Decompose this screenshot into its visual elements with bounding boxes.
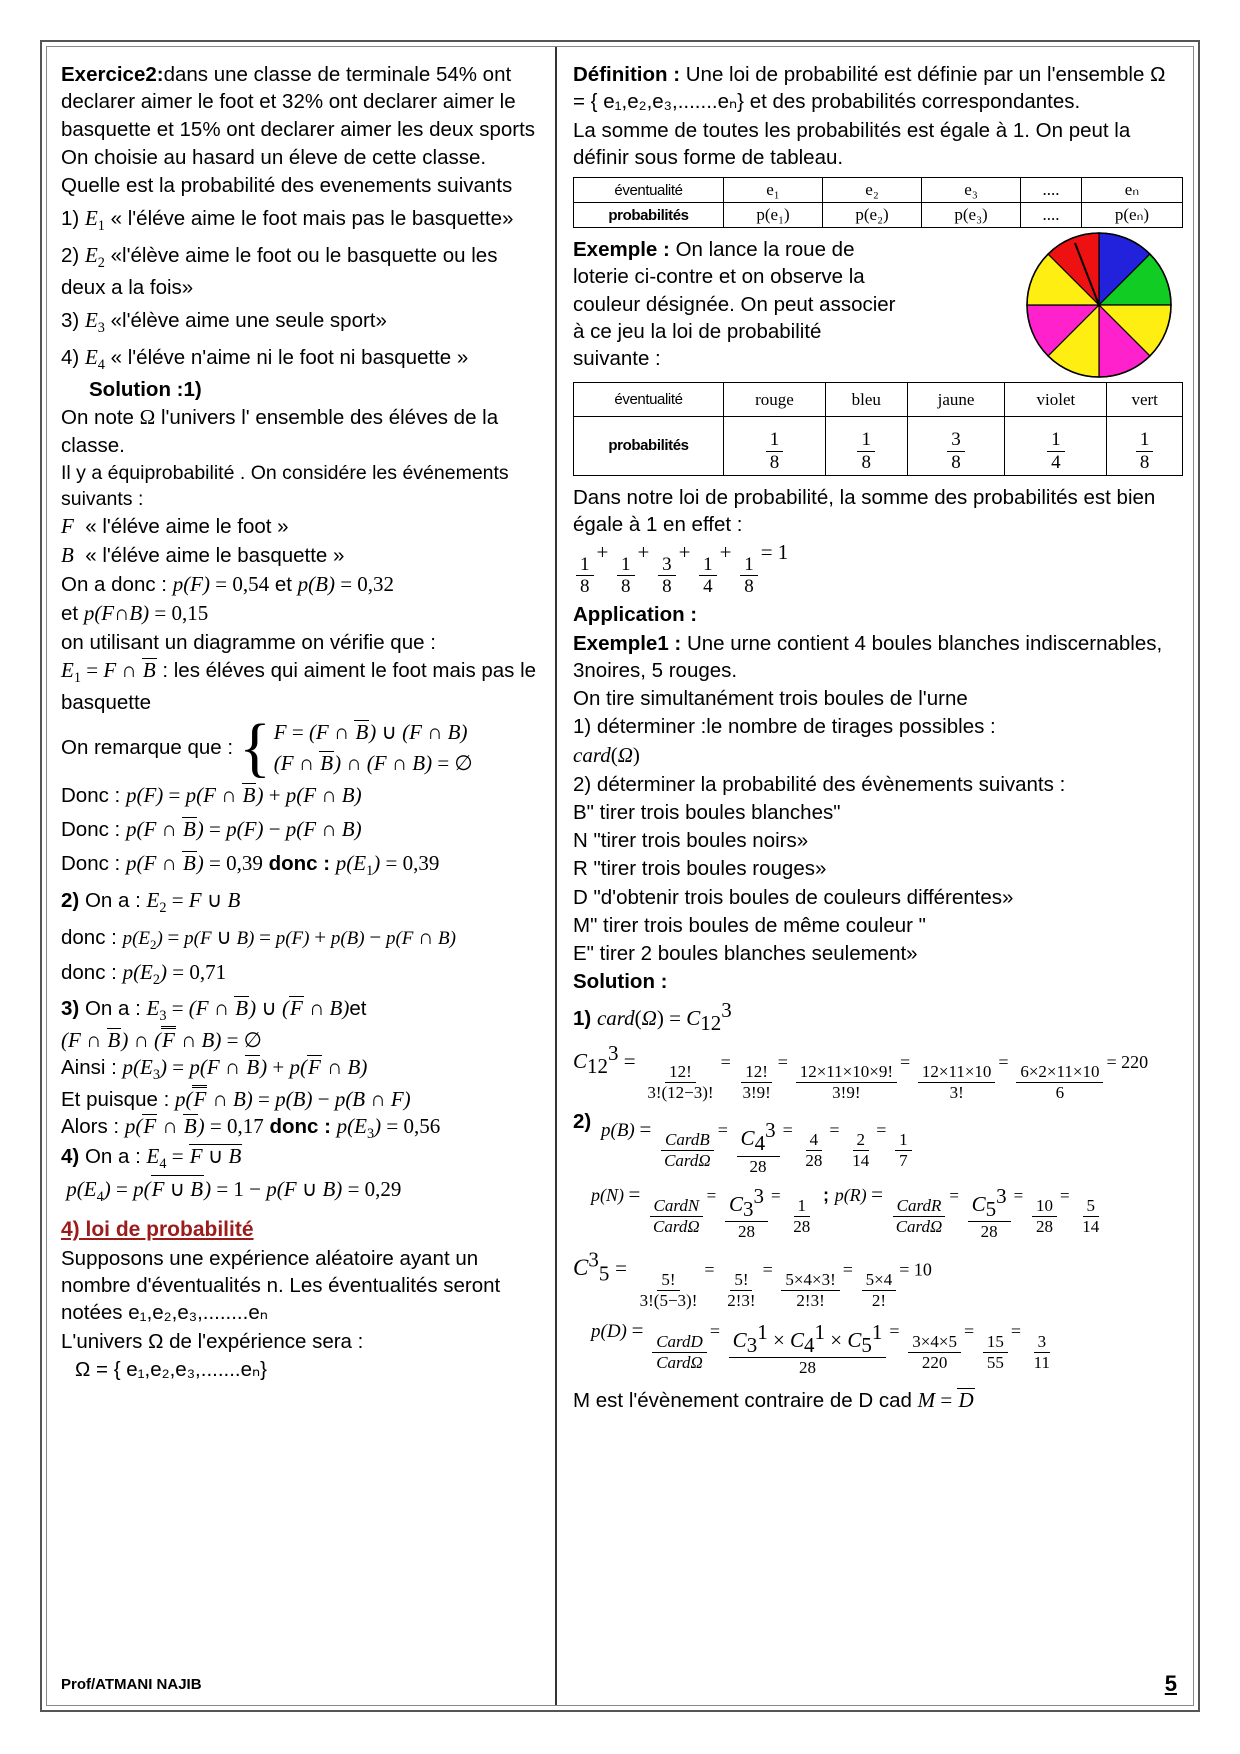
solution-2-pD: p(D) = $\frac{\text{CardD}}{\text{CardΩ}}$ = $\frac{C_3^1 \times C_4^1 \times C_5^1}{28}$ = $\frac{3\times 4\times 5}{220}$ = $\frac{15}{55}$ = $\frac{3}{11}$ bbox=[591, 1318, 1051, 1378]
item-number: 1) bbox=[61, 207, 80, 231]
remark-label: On remarque que : bbox=[61, 736, 234, 760]
diagram-line: on utilisant un diagramme on vérifie que : bbox=[61, 631, 436, 655]
solution-label: Solution : bbox=[573, 970, 668, 994]
final-line: M est l'évènement contraire de D cad M = D bbox=[573, 1387, 974, 1412]
q1-card: card(Ω) bbox=[573, 742, 640, 767]
list-item-3 bbox=[61, 307, 545, 338]
table-row bbox=[574, 203, 1183, 228]
p-F-inter-B: p(F∩B) = 0,15 bbox=[83, 601, 209, 626]
event-R-desc: R "tirer trois boules rouges» bbox=[573, 857, 827, 881]
example-label: Exemple : bbox=[573, 238, 670, 261]
row-label-eventualite: éventualité bbox=[574, 178, 724, 203]
cell-dots: .... bbox=[1021, 178, 1082, 203]
cell-rouge: rouge bbox=[724, 383, 826, 417]
univers-set-line: Ω = { e₁,e₂,e₃,.......eₙ} bbox=[75, 1357, 268, 1381]
question-2-donc: donc : $p(E_2) = p(F$ ∪ B) = p(F) + p(B) − p(F ∩ B) bbox=[61, 925, 456, 952]
remark-block bbox=[61, 711, 545, 785]
table-row bbox=[574, 383, 1183, 417]
solution-2-label: 2) bbox=[573, 1109, 592, 1133]
cell-pe2: p(e₂) bbox=[823, 203, 922, 228]
left-column bbox=[47, 47, 557, 1705]
solution-heading: Solution :1) bbox=[89, 378, 202, 402]
question-4-line: 4) On a : $E_4 = F$ ∪ B bbox=[61, 1144, 242, 1173]
item-symbol: $E_4$ bbox=[84, 345, 105, 374]
wheel-probability-table-wrap bbox=[573, 382, 1183, 475]
footer-author: Prof/ATMANI NAJIB bbox=[61, 1676, 202, 1693]
donc-line-3: Donc : p(F ∩ B) = 0,39 donc : $p(E_1) = 0,39$ bbox=[61, 850, 440, 879]
worksheet-page bbox=[40, 40, 1200, 1712]
example-text: On lance la roue de loterie ci-contre et on observe la couleur désignée. On peut associer à ce jeu la loi de probabilité suivante : bbox=[573, 238, 896, 370]
cell-jaune: jaune bbox=[907, 383, 1005, 417]
lottery-wheel-pie-chart bbox=[1019, 230, 1179, 380]
brace-eq-1: F = (F ∩ B) ∪ (F ∩ B) bbox=[273, 719, 468, 744]
cell-e1: e₁ bbox=[724, 178, 823, 203]
table-row bbox=[574, 178, 1183, 203]
sum-formula: $\frac{1}{8}$ + $\frac{1}{8}$ + $\frac{3}{8}$ + $\frac{1}{4}$ + $\frac{1}{8}$ = 1 bbox=[573, 539, 1183, 597]
generic-probability-table-wrap bbox=[573, 177, 1183, 228]
solution-1-line: 1) card(Ω) = $C_{12}^3$ bbox=[573, 997, 732, 1035]
exercise-label: Exercice2: bbox=[61, 63, 164, 86]
event-N-desc: N "tirer trois boules noirs» bbox=[573, 829, 809, 853]
question-3-line: 3) On a : $E_3 = (F$ ∩ B) ∪ (F ∩ B)et bbox=[61, 996, 367, 1025]
brace-equations bbox=[274, 720, 473, 776]
cell-p-jaune: $\frac{3}{8}$ bbox=[907, 417, 1005, 475]
exemple1-label: Exemple1 : bbox=[573, 631, 682, 655]
example-block bbox=[573, 236, 1183, 372]
wheel-probability-table bbox=[573, 382, 1183, 475]
sum-text: Dans notre loi de probabilité, la somme des probabilités est bien égale à 1 en effet : bbox=[573, 485, 1156, 536]
event-M-desc: M" tirer trois boules de même couleur " bbox=[573, 913, 926, 937]
cell-e3: e₃ bbox=[922, 178, 1021, 203]
event-B-desc: B" tirer trois boules blanches" bbox=[573, 800, 841, 824]
event-D-desc: D "d'obtenir trois boules de couleurs différentes» bbox=[573, 885, 1014, 909]
tirage-line: On tire simultanément trois boules de l'urne bbox=[573, 687, 968, 711]
item-number: 4) bbox=[61, 346, 80, 370]
row-label-probabilites: probabilités bbox=[574, 417, 724, 475]
event-F-line: F « l'éléve aime le foot » bbox=[61, 514, 289, 539]
item-symbol: $E_2$ bbox=[84, 243, 105, 272]
solution-1-calc: $C_{12}^3$ = $\frac{12!}{3!(12-3)!}$ = $\frac{12!}{3!9!}$ = $\frac{12\times 11\times 10\times 9!}{3!9!}$ = $\frac{12\times 11\times 10}{3!}$ = $\frac{6\times 2\times 11\times 10}{6}$ = 220 bbox=[573, 1040, 1149, 1102]
p-of-F: p(F) = 0,54 bbox=[172, 572, 270, 597]
two-column-layout bbox=[47, 47, 1193, 1705]
cell-p-rouge: $\frac{1}{8}$ bbox=[724, 417, 826, 475]
cell-pe3: p(e₃) bbox=[922, 203, 1021, 228]
section-heading-loi: 4) loi de probabilité bbox=[61, 1217, 254, 1241]
question-3-puisque: Et puisque : p(F ∩ B) = p(B) − p(B ∩ F) bbox=[61, 1087, 411, 1112]
cell-violet: violet bbox=[1005, 383, 1107, 417]
list-item-1 bbox=[61, 205, 545, 236]
question-4-result: $p(E_4) = p(F$ ∪ B) = 1 − p(F ∪ B) = 0,29 bbox=[61, 1176, 402, 1205]
p-of-B: p(B) = 0,32 bbox=[297, 572, 395, 597]
cell-vert: vert bbox=[1107, 383, 1183, 417]
item-number: 2) bbox=[61, 244, 80, 268]
item-symbol: $E_1$ bbox=[84, 206, 105, 235]
example-paragraph bbox=[573, 236, 903, 372]
solution-2-pN-pR: p(N) = $\frac{\text{CardN}}{\text{CardΩ}}$ = $\frac{C_3^3}{28}$ = $\frac{1}{28}$ ; p(R) = $\frac{\text{CardR}}{\text{CardΩ}}$ = $\frac{C_5^3}{28}$ = $\frac{10}{28}$ = $\frac{5}{14}$ bbox=[591, 1182, 1100, 1241]
list-item-4 bbox=[61, 344, 545, 375]
cell-pen: p(eₙ) bbox=[1081, 203, 1182, 228]
definition-paragraph bbox=[573, 61, 1183, 116]
exercise-paragraph bbox=[61, 61, 545, 143]
event-E-desc: E" tirer 2 boules blanches seulement» bbox=[573, 942, 918, 966]
E1-definition-line: $E_1 = F$ ∩ B : les éléves qui aiment le foot mais pas le basquette bbox=[61, 658, 537, 714]
cell-pe1: p(e₁) bbox=[724, 203, 823, 228]
item-number: 3) bbox=[61, 308, 80, 332]
item-symbol: $E_3$ bbox=[84, 307, 105, 337]
item-text: «l'élève aime le foot ou le basquette ou les deux a la fois» bbox=[61, 244, 498, 299]
solution-2-pB: p(B) = $\frac{\text{CardB}}{\text{CardΩ}}$ = $\frac{C_4^3}{28}$ = $\frac{4}{28}$ = $\frac{2}{14}$ = $\frac{1}{7}$ bbox=[601, 1116, 1183, 1175]
question-3-disjoint: (F ∩ B) ∩ (F ∩ B) = ∅ bbox=[61, 1028, 262, 1053]
q1-line: 1) déterminer :le nombre de tirages possibles : bbox=[573, 715, 996, 739]
cell-en: eₙ bbox=[1081, 178, 1182, 203]
question-2-result: donc : $p(E_2) = 0,71$ bbox=[61, 959, 227, 989]
cell-p-bleu: $\frac{1}{8}$ bbox=[825, 417, 907, 475]
page-number: 5 bbox=[1164, 1671, 1177, 1696]
question-3-alors: Alors : p(F ∩ B) = 0,17 donc : $p(E_3) = 0,56$ bbox=[61, 1113, 441, 1143]
exercise-text: dans une classe de terminale 54% ont declarer aimer le foot et 32% ont declarer aimer le basquette et 15% ont declarer aimer les deux sports bbox=[61, 63, 536, 141]
q2-line: 2) déterminer la probabilité des évènements suivants : bbox=[573, 772, 1066, 796]
univers-line: On note Ω l'univers l' ensemble des éléves de la classe. bbox=[61, 405, 499, 458]
cell-p-violet: $\frac{1}{4}$ bbox=[1005, 417, 1107, 475]
row-label-eventualite: éventualité bbox=[574, 383, 724, 417]
page-inner-border bbox=[46, 46, 1194, 1706]
item-text: « l'éléve n'aime ni le foot ni basquette » bbox=[110, 346, 469, 370]
row-label-probabilites: probabilités bbox=[574, 203, 724, 228]
cell-e2: e₂ bbox=[823, 178, 922, 203]
cell-pdots: .... bbox=[1021, 203, 1082, 228]
cell-p-vert: $\frac{1}{8}$ bbox=[1107, 417, 1183, 475]
event-B-line: B « l'éléve aime le basquette » bbox=[61, 543, 345, 568]
omega-symbol: Ω bbox=[139, 405, 156, 430]
list-item-2 bbox=[61, 242, 545, 300]
E1-expression: $E_1 = F$ ∩ B bbox=[61, 658, 156, 687]
item-text: «l'élève aime une seule sport» bbox=[110, 308, 387, 332]
exemple1-text: Une urne contient 4 boules blanches indiscernables, 3noires, 5 rouges. bbox=[573, 631, 1163, 682]
p-inter-line: et p(F∩B) = 0,15 bbox=[61, 601, 209, 626]
definition-label: Définition : bbox=[573, 63, 681, 86]
table-row bbox=[574, 417, 1183, 475]
question-3-ainsi: Ainsi : $p(E_3) = p(F$ ∩ B) + p(F ∩ B) bbox=[61, 1055, 368, 1084]
cell-bleu: bleu bbox=[825, 383, 907, 417]
solution-2-C5-calc: $C^3_5$ = $\frac{5!}{3!(5-3)!}$ = $\frac{5!}{2!3!}$ = $\frac{5\times 4\times 3!}{2!3!}$ = $\frac{5\times 4}{2!}$ = 10 bbox=[573, 1247, 932, 1310]
exemple1-paragraph bbox=[573, 630, 1183, 685]
question-line: Quelle est la probabilité des evenements suivants bbox=[61, 174, 513, 197]
question-2-line: 2) On a : $E_2 = F$ ∪ B bbox=[61, 887, 241, 917]
supposons-text: Supposons une expérience aléatoire ayant un nombre d'éventualités n. Les éventualités seront notées e₁,e₂,e₃,........eₙ bbox=[61, 1246, 501, 1325]
univers-experience-line: L'univers Ω de l'expérience sera : bbox=[61, 1329, 364, 1353]
item-text: « l'éléve aime le foot mais pas le basquette» bbox=[110, 207, 514, 231]
left-brace: { bbox=[239, 711, 271, 785]
generic-probability-table bbox=[573, 177, 1183, 228]
definition-text: Une loi de probabilité est définie par un l'ensemble Ω = { e₁,e₂,e₃,.......eₙ} et des probabilités correspondantes. bbox=[573, 63, 1166, 114]
definition-sum-text: La somme de toutes les probabilités est égale à 1. On peut la définir sous forme de tableau. bbox=[573, 118, 1131, 169]
equiprobability-line: Il y a équiprobabilité . On considére les événements suivants : bbox=[61, 461, 509, 510]
application-heading: Application : bbox=[573, 603, 698, 627]
donc-line-2: Donc : p(F ∩ B) = p(F) − p(F ∩ B) bbox=[61, 816, 362, 841]
choice-line: On choisie au hasard un éleve de cette classe. bbox=[61, 145, 487, 169]
donc-line-1: Donc : p(F) = p(F ∩ B) + p(F ∩ B) bbox=[61, 782, 362, 807]
brace-eq-2: (F ∩ B) ∩ (F ∩ B) = ∅ bbox=[273, 750, 473, 775]
right-column bbox=[557, 47, 1193, 1705]
probabilities-line: On a donc : p(F) = 0,54 et p(B) = 0,32 bbox=[61, 572, 395, 597]
